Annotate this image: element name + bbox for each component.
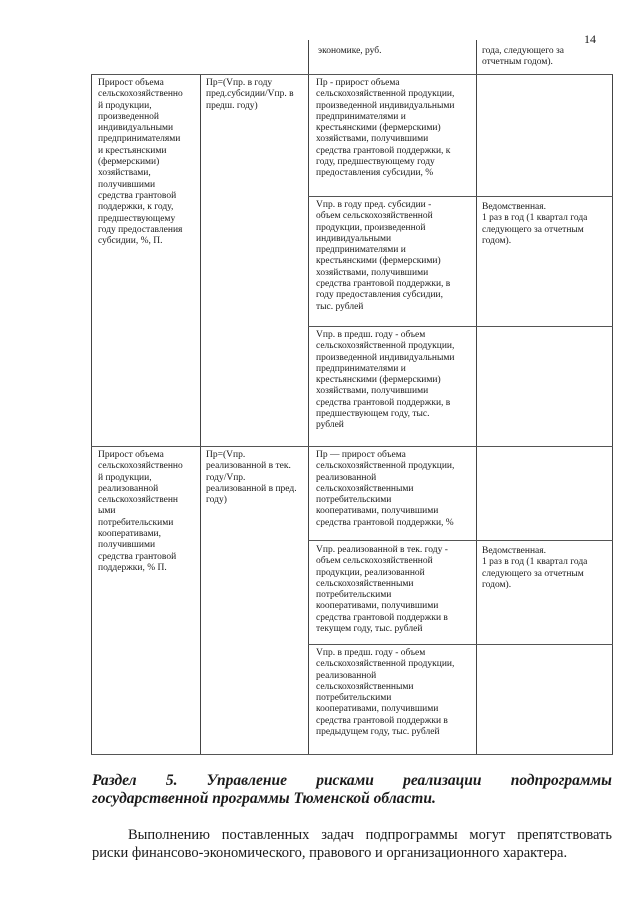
heading-word: Управление — [206, 772, 287, 789]
table-border-bottom — [91, 754, 613, 755]
body-paragraph — [92, 826, 612, 862]
heading-line-2: государственной программы Тюменской области. — [92, 790, 436, 807]
table-border-col2 — [308, 40, 309, 754]
row-divider — [91, 446, 613, 447]
row2-definition-2: Vпр. реализованной в тек. году - объем сельскохозяйственной продукции, реализованной сельскохозяйственными потребительскими кооперативами, получившими средства грантовой поддержки в текущем году, тыс. рублей — [316, 545, 448, 635]
table-border-col3 — [476, 40, 477, 754]
row2-indicator: Прирост объема сельскохозяйственно й продукции, реализованной сельскохозяйственн ыми потребительскими кооперативами, получившими средства грантовой поддержки, % П. — [98, 450, 183, 573]
fragment-col4: года, следующего за отчетным годом). — [482, 46, 564, 68]
row1-indicator: Прирост объема сельскохозяйственно й продукции, произведенной индивидуальными предпринимателями и крестьянскими (фермерскими) хозяйствами, получившими средства грантовой поддержки, к году, предшествующему году предоставления субсидии, %, П. — [98, 78, 183, 247]
fragment-col3: экономике, руб. — [318, 46, 382, 56]
row1-formula: Пр=(Vпр. в году пред.субсидии/Vпр. в предш. году) — [206, 78, 294, 111]
table-border-col1 — [200, 74, 201, 754]
paragraph-word: препятствовать — [517, 827, 612, 843]
paragraph-line-2: риски финансово-экономического, правового и организационного характера. — [92, 845, 568, 861]
row1-source: Ведомственная. 1 раз в год (1 квартал года следующего за отчетным годом). — [482, 202, 588, 246]
section-heading — [92, 772, 612, 808]
heading-word: подпрограммы — [510, 772, 612, 789]
table-border-top — [91, 74, 613, 75]
paragraph-word: Выполнению — [128, 827, 211, 843]
row1-definition-1: Пр - прирост объема сельскохозяйственной продукции, произведенной индивидуальными предпринимателями и крестьянскими (фермерскими) хозяйствами, получившими средства грантовой поддержки, к году, предшествующему году предоставления субсидии, % — [316, 78, 455, 179]
table-border-right — [612, 74, 613, 754]
paragraph-word: подпрограммы — [365, 827, 458, 843]
page-number: 14 — [584, 32, 596, 46]
row2-source: Ведомственная. 1 раз в год (1 квартал года следующего за отчетным годом). — [482, 546, 588, 590]
heading-word: Раздел — [92, 772, 137, 789]
paragraph-word: поставленных — [221, 827, 310, 843]
row2-split-a — [308, 540, 613, 541]
row2-formula: Пр=(Vпр. реализованной в тек. году/Vпр. реализованной в пред. году) — [206, 450, 297, 506]
paragraph-word: задач — [321, 827, 354, 843]
row1-definition-2: Vпр. в году пред. субсидии - объем сельскохозяйственной продукции, произведенной индивидуальными предпринимателями и крестьянскими (фермерскими) хозяйствами, получившими средства грантовой поддержки, в году предоставления субсидии, тыс. рублей — [316, 200, 451, 312]
paragraph-word: могут — [469, 827, 506, 843]
row2-definition-3: Vпр. в предш. году - объем сельскохозяйственной продукции, реализованной сельскохозяйственными потребительскими кооперативами, получившими средства грантовой поддержки в предыдущем году, тыс. рублей — [316, 648, 455, 738]
row1-split-b — [308, 326, 613, 327]
table-border-left — [91, 74, 92, 754]
heading-word: 5. — [165, 772, 178, 789]
row1-definition-3: Vпр. в предш. году - объем сельскохозяйственной продукции, произведенной индивидуальными предпринимателями и крестьянскими (фермерскими) хозяйствами, получившими средства грантовой поддержки, в предшествующем году, тыс. рублей — [316, 330, 455, 431]
heading-word: рисками — [316, 772, 374, 789]
row2-split-b — [308, 644, 613, 645]
row1-split-a — [308, 196, 613, 197]
heading-word: реализации — [403, 772, 482, 789]
row2-definition-1: Пр — прирост объема сельскохозяйственной продукции, реализованной сельскохозяйственными потребительскими кооперативами, получившими средства грантовой поддержки, % — [316, 450, 455, 528]
